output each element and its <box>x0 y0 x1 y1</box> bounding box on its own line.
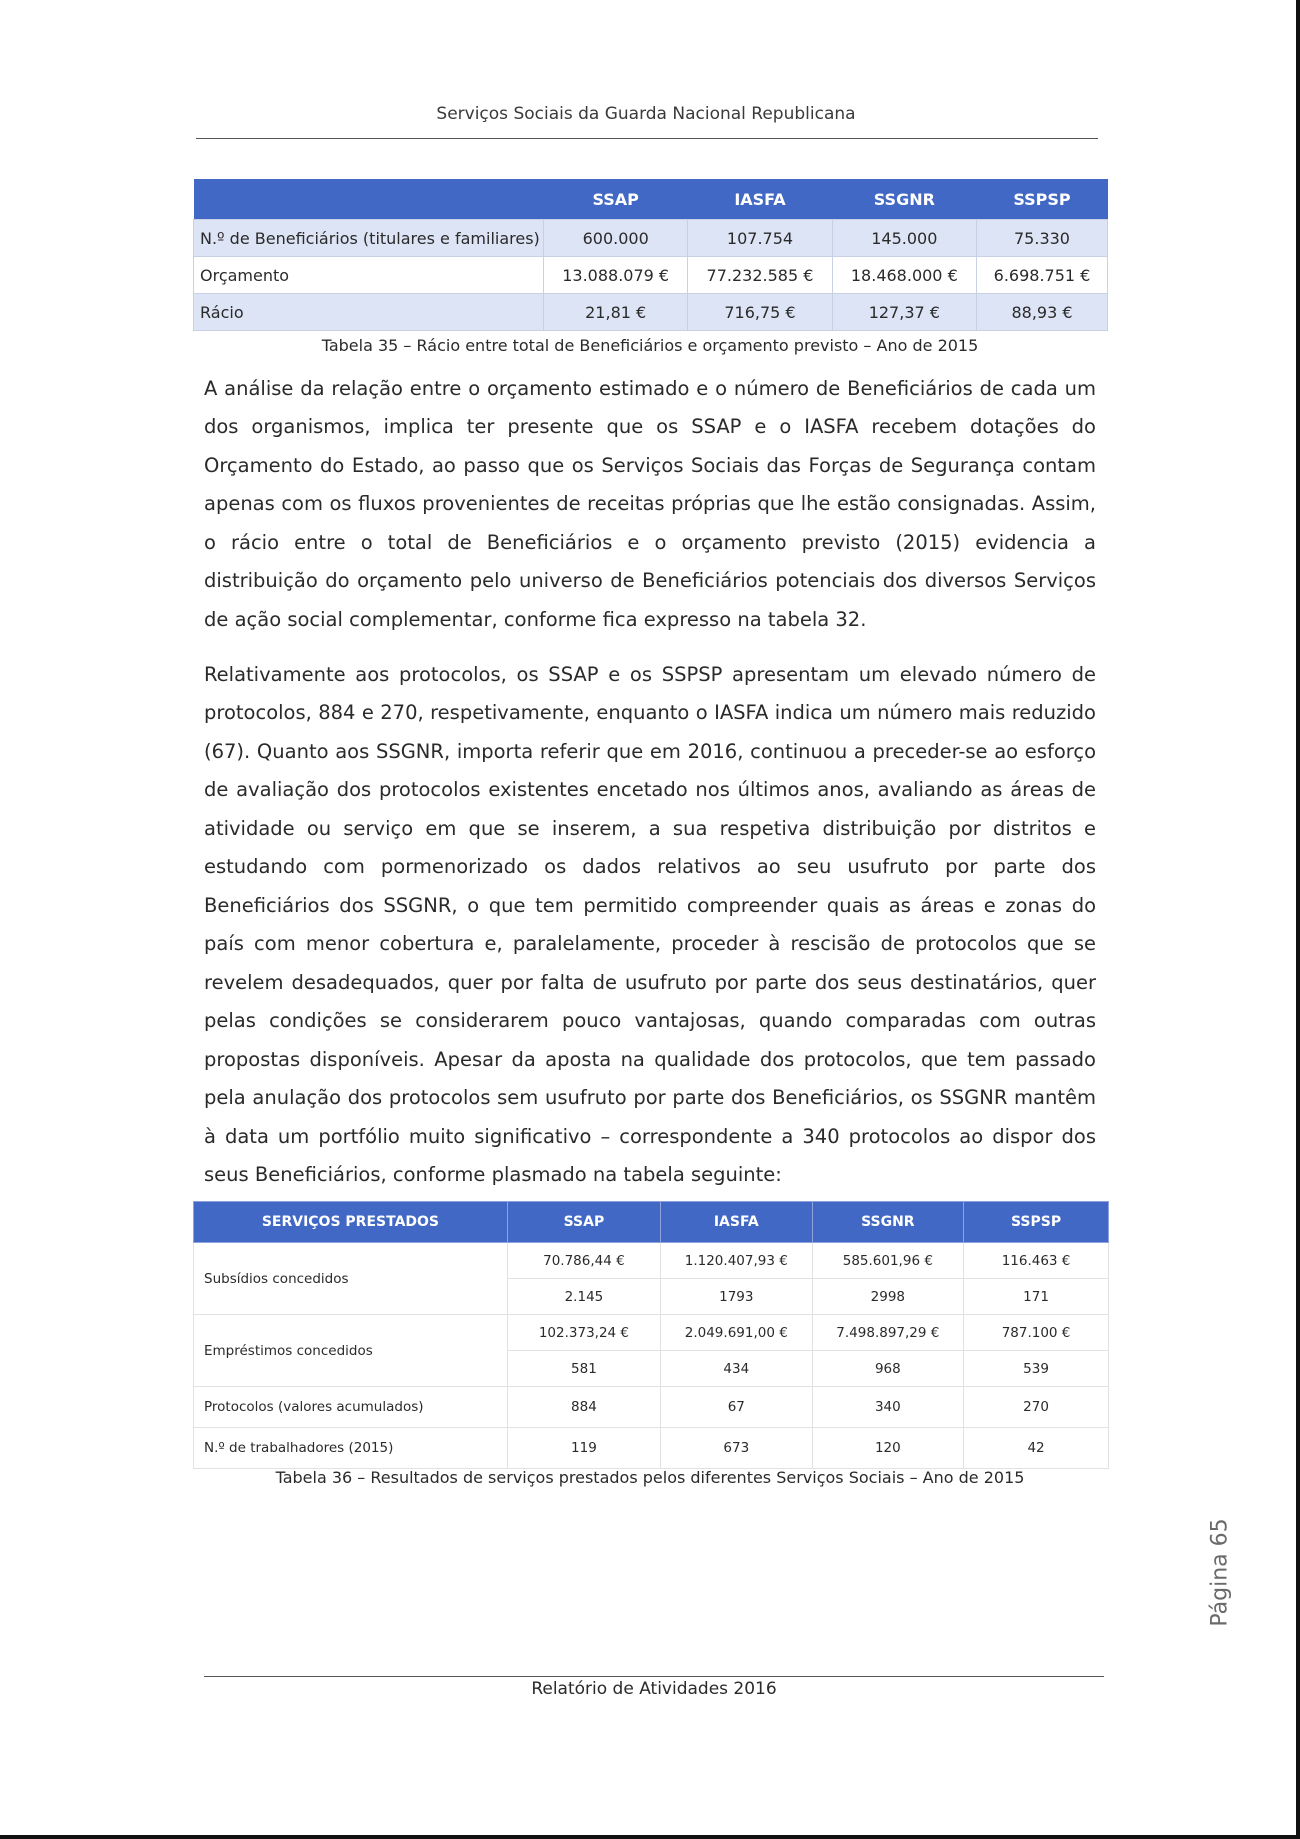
cell: 102.373,24 € <box>507 1315 660 1351</box>
table-row <box>194 1428 1109 1469</box>
cell: 968 <box>812 1351 964 1387</box>
page-number: Página 65 <box>1207 1518 1233 1627</box>
cell: 340 <box>812 1387 964 1428</box>
cell: 116.463 € <box>964 1243 1109 1279</box>
cell: 581 <box>507 1351 660 1387</box>
row-label: N.º de Beneficiários (titulares e familiares) <box>194 220 544 257</box>
cell: 127,37 € <box>832 294 976 331</box>
table-35-caption: Tabela 35 – Rácio entre total de Beneficiários e orçamento previsto – Ano de 2015 <box>321 336 979 355</box>
cell: 107.754 <box>688 220 832 257</box>
table-row <box>194 1387 1109 1428</box>
table-row <box>194 220 1108 257</box>
cell: 434 <box>661 1351 813 1387</box>
cell: 1793 <box>661 1279 813 1315</box>
table-36-header-ssgnr: SSGNR <box>812 1202 964 1243</box>
table-35 <box>193 179 1108 331</box>
cell: 539 <box>964 1351 1109 1387</box>
table-35-header-row <box>194 179 1108 220</box>
cell: 42 <box>964 1428 1109 1469</box>
cell: 13.088.079 € <box>544 257 688 294</box>
table-row <box>194 1315 1109 1351</box>
table-35-header-blank <box>194 179 544 220</box>
row-label: Empréstimos concedidos <box>194 1315 508 1387</box>
table-35-header-ssgnr: SSGNR <box>832 179 976 220</box>
cell: 787.100 € <box>964 1315 1109 1351</box>
cell: 18.468.000 € <box>832 257 976 294</box>
table-row <box>194 294 1108 331</box>
table-36-header-services: SERVIÇOS PRESTADOS <box>194 1202 508 1243</box>
cell: 7.498.897,29 € <box>812 1315 964 1351</box>
table-row <box>194 1243 1109 1279</box>
row-label: Subsídios concedidos <box>194 1243 508 1315</box>
cell: 171 <box>964 1279 1109 1315</box>
cell: 70.786,44 € <box>507 1243 660 1279</box>
cell: 75.330 <box>976 220 1107 257</box>
cell: 884 <box>507 1387 660 1428</box>
footer-rule <box>204 1676 1104 1677</box>
table-row <box>194 257 1108 294</box>
cell: 600.000 <box>544 220 688 257</box>
paragraph-1: A análise da relação entre o orçamento estimado e o número de Beneficiários de cada um dos organismos, implica ter presente que os SSAP e o IASFA recebem dotações do Orçamento do Estado, ao passo que os Serviços Sociais das Forças de Segurança contam apenas com os fluxos provenientes de receitas próprias que lhe estão consignadas. Assim, o rácio entre o total de Beneficiários e o orçamento previsto (2015) evidencia a distribuição do orçamento pelo universo de Beneficiários potenciais dos diversos Serviços de ação social complementar, conforme fica expresso na tabela 32. <box>204 376 1096 631</box>
table-36-header-ssap: SSAP <box>507 1202 660 1243</box>
cell: 673 <box>661 1428 813 1469</box>
cell: 1.120.407,93 € <box>661 1243 813 1279</box>
table-36-caption: Tabela 36 – Resultados de serviços prestados pelos diferentes Serviços Sociais – Ano de 2015 <box>275 1468 1025 1487</box>
table-36-header-iasfa: IASFA <box>661 1202 813 1243</box>
cell: 119 <box>507 1428 660 1469</box>
cell: 270 <box>964 1387 1109 1428</box>
row-label: N.º de trabalhadores (2015) <box>194 1428 508 1469</box>
cell: 120 <box>812 1428 964 1469</box>
cell: 67 <box>661 1387 813 1428</box>
table-36 <box>193 1201 1109 1469</box>
running-footer: Relatório de Atividades 2016 <box>531 1679 777 1699</box>
cell: 6.698.751 € <box>976 257 1107 294</box>
row-label: Orçamento <box>194 257 544 294</box>
cell: 2.145 <box>507 1279 660 1315</box>
table-35-header-ssap: SSAP <box>544 179 688 220</box>
cell: 2.049.691,00 € <box>661 1315 813 1351</box>
table-35-header-sspsp: SSPSP <box>976 179 1107 220</box>
cell: 21,81 € <box>544 294 688 331</box>
cell: 2998 <box>812 1279 964 1315</box>
row-label: Rácio <box>194 294 544 331</box>
table-36-header-sspsp: SSPSP <box>964 1202 1109 1243</box>
running-header: Serviços Sociais da Guarda Nacional Republicana <box>436 104 856 124</box>
row-label: Protocolos (valores acumulados) <box>194 1387 508 1428</box>
cell: 88,93 € <box>976 294 1107 331</box>
table-36-header-row <box>194 1202 1109 1243</box>
cell: 77.232.585 € <box>688 257 832 294</box>
header-rule <box>196 138 1098 139</box>
cell: 716,75 € <box>688 294 832 331</box>
cell: 145.000 <box>832 220 976 257</box>
cell: 585.601,96 € <box>812 1243 964 1279</box>
table-35-header-iasfa: IASFA <box>688 179 832 220</box>
paragraph-2: Relativamente aos protocolos, os SSAP e os SSPSP apresentam um elevado número de protocolos, 884 e 270, respetivamente, enquanto o IASFA indica um número mais reduzido (67). Quanto aos SSGNR, importa referir que em 2016, continuou a preceder-se ao esforço de avaliação dos protocolos existentes encetado nos últimos anos, avaliando as áreas de atividade ou serviço em que se inserem, a sua respetiva distribuição por distritos e estudando com pormenorizado os dados relativos ao seu usufruto por parte dos Beneficiários dos SSGNR, o que tem permitido compreender quais as áreas e zonas do país com menor cobertura e, paralelamente, proceder à rescisão de protocolos que se revelem desadequados, quer por falta de usufruto por parte dos seus destinatários, quer pelas condições se considerarem pouco vantajosas, quando comparadas com outras propostas disponíveis. Apesar da aposta na qualidade dos protocolos, que tem passado pela anulação dos protocolos sem usufruto por parte dos Beneficiários, os SSGNR mantêm à data um portfólio muito significativo – correspondente a 340 protocolos ao dispor dos seus Beneficiários, conforme plasmado na tabela seguinte: <box>204 662 1096 1186</box>
